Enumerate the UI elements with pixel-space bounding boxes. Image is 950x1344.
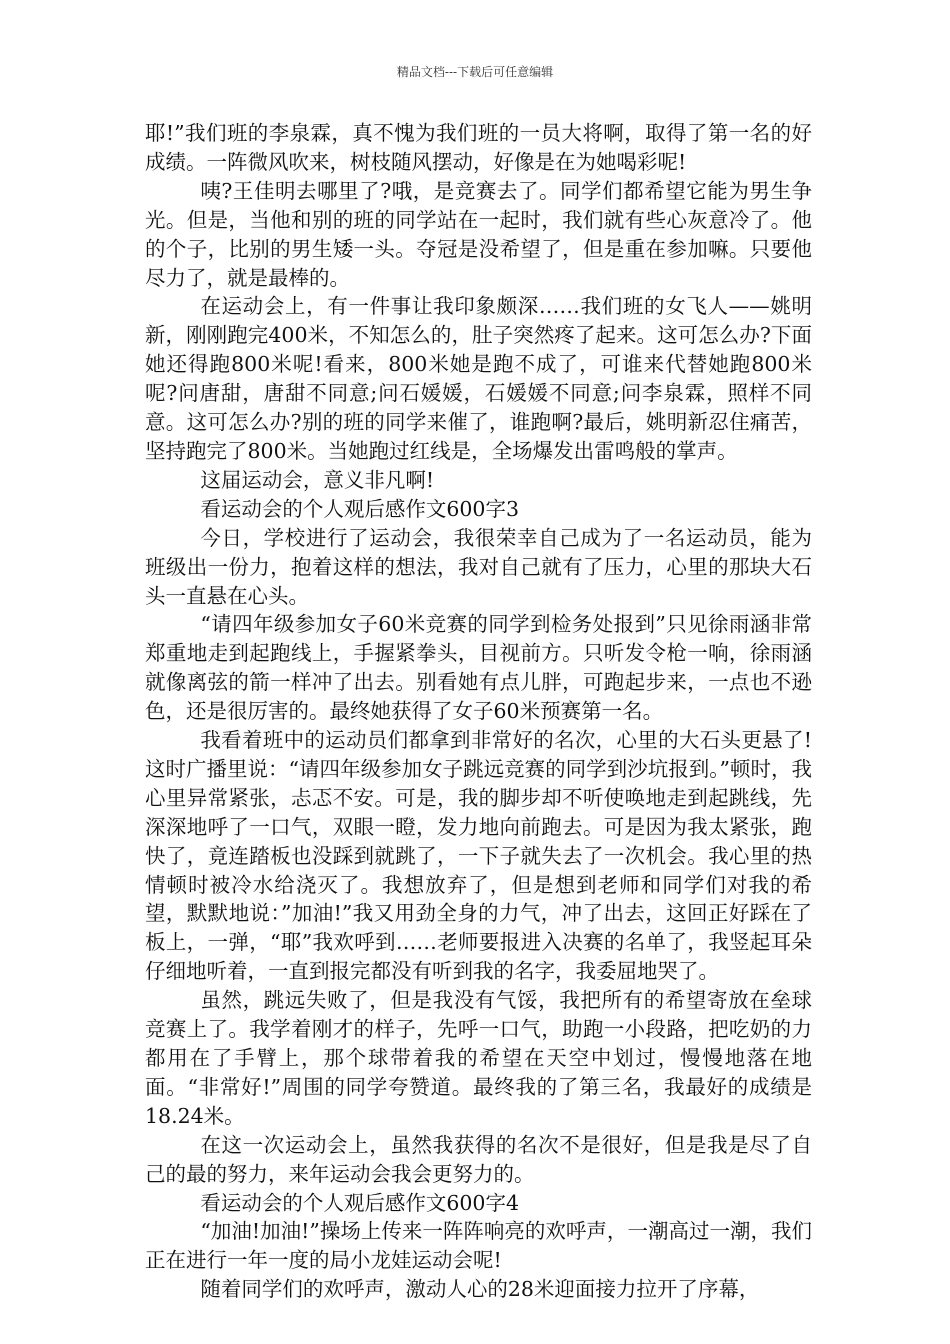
section-heading: 看运动会的个人观后感作文600字4 [200,1190,520,1215]
paragraph: 我看着班中的运动员们都拿到非常好的名次，心里的大石头更悬了!这时广播里说：“请四年级参加女子跳远竞赛的同学到沙坑报到。”顿时，我心里异常紧张，忐忑不安。可是，我的脚步却不听使唤地走到起跳线，先深深地呼了一口气，双眼一瞪，发力地向前跑去。可是因为我太紧张，跑快了，竟连踏板也没踩到就跳了，一下子就失去了一次机会。我心里的热情顿时被冷水给浇灭了。我想放弃了，但是想到老师和同学们对我的希望，默默地说：”加油!”我又用劲全身的力气，冲了出去，这回正好踩在了板上，一弹，“耶”我欢呼到……老师要报进入决赛的名单了，我竖起耳朵仔细地听着，一直到报完都没有听到我的名字，我委屈地哭了。 [145,728,812,984]
paragraph: 今日，学校进行了运动会，我很荣幸自己成为了一名运动员，能为班级出一份力，抱着这样的想法，我对自己就有了压力，心里的那块大石头一直悬在心头。 [145,525,812,608]
paragraph: 耶!”我们班的李泉霖，真不愧为我们班的一员大将啊，取得了第一名的好成绩。一阵微风吹来，树枝随风摆动，好像是在为她喝彩呢! [145,121,812,174]
paragraph: 在这一次运动会上，虽然我获得的名次不是很好，但是我是尽了自己的最的努力，来年运动会我会更努力的。 [145,1132,812,1186]
paragraph: 这届运动会，意义非凡啊! [200,467,435,492]
paragraph: 在运动会上，有一件事让我印象颇深……我们班的女飞人——姚明新，刚刚跑完400米，不知怎么的，肚子突然疼了起来。这可怎么办?下面她还得跑800米呢!看来，800米她是跑不成了，可谁来代替她跑800米呢?问唐甜，唐甜不同意;问石媛媛，石媛媛不同意;问李泉霖，照样不同意。这可怎么办?别的班的同学来催了，谁跑啊?最后，姚明新忍住痛苦，坚持跑完了800米。当她跑过红线是，全场爆发出雷鸣般的掌声。 [145,294,812,463]
paragraph: “加油!加油!”操场上传来一阵阵响亮的欢呼声，一潮高过一潮，我们正在进行一年一度的局小龙娃运动会呢! [145,1219,812,1273]
paragraph: 咦?王佳明去哪里了?哦，是竞赛去了。同学们都希望它能为男生争光。但是，当他和别的班的同学站在一起时，我们就有些心灰意冷了。他的个子，比别的男生矮一头。夺冠是没希望了，但是重在参加嘛。只要他尽力了，就是最棒的。 [145,178,812,290]
paragraph: 随着同学们的欢呼声，激动人心的28米迎面接力拉开了序幕， [200,1277,760,1302]
document-body [145,119,812,1304]
page-header: 精品文档---下载后可任意编辑 [396,65,554,79]
paragraph: 虽然，跳远失败了，但是我没有气馁，我把所有的希望寄放在垒球竞赛上了。我学着刚才的样子，先呼一口气，助跑一小段路，把吃奶的力都用在了手臂上，那个球带着我的希望在天空中划过，慢慢地落在地面。“非常好!”周围的同学夸赞道。最终我的了第三名，我最好的成绩是18.24米。 [145,988,812,1128]
section-heading: 看运动会的个人观后感作文600字3 [200,496,520,521]
paragraph: “请四年级参加女子60米竞赛的同学到检务处报到”只见徐雨涵非常郑重地走到起跑线上，手握紧拳头，目视前方。只听发令枪一响，徐雨涵就像离弦的箭一样冲了出去。别看她有点儿胖，可跑起步来，一点也不逊色，还是很厉害的。最终她获得了女子60米预赛第一名。 [145,612,812,724]
